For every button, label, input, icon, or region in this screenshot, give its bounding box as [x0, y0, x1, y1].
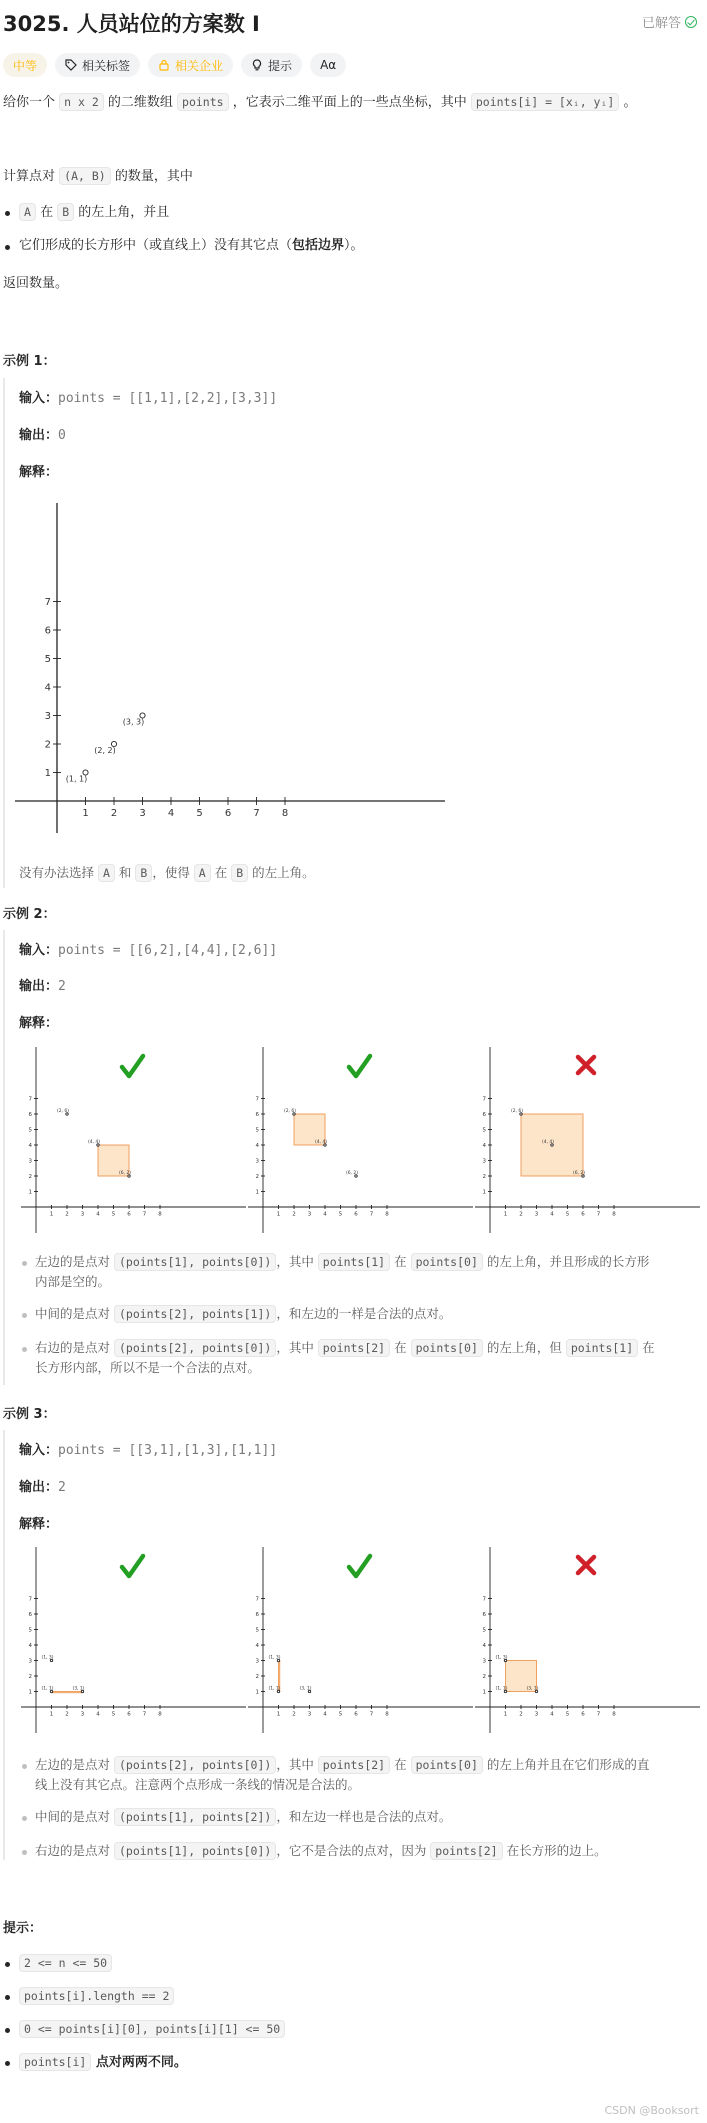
y-tick-label: 7	[28, 1096, 32, 1103]
bullet-dot	[22, 1347, 27, 1352]
solved-label: 已解答	[641, 16, 681, 31]
y-tick-label: 3	[482, 1158, 486, 1165]
point-label: (1, 1)	[65, 774, 88, 784]
point-label: (3, 1)	[299, 1686, 312, 1692]
font-size-button[interactable]: Aα	[310, 53, 346, 77]
bullet-dot	[22, 1816, 27, 1821]
example-3-chart-left	[21, 1545, 246, 1735]
x-tick-label: 6	[224, 808, 232, 819]
point-label: (4, 4)	[541, 1140, 555, 1145]
x-tick-label: 7	[369, 1211, 374, 1218]
example-2-bullet-3: 右边的是点对 (points[2], points[0]) ，其中 points[2] 在 points[0] 的左上角，但 points[1] 在 长方形内部，所以不是一个合法的点对。	[35, 1340, 655, 1375]
x-tick-label: 3	[139, 808, 146, 819]
x-tick-label: 8	[281, 808, 289, 819]
y-tick-label: 4	[482, 1142, 486, 1149]
example-2-input: 输入：points = [[6,2],[4,4],[2,6]]	[19, 943, 278, 958]
y-tick-label: 7	[482, 1096, 486, 1103]
constraint-1: 2 <= n <= 50	[19, 1953, 112, 1974]
point-label: (4, 4)	[87, 1140, 101, 1145]
example-3-bullet-3: 右边的是点对 (points[1], points[0]) ，它不是合法的点对，因为 points[2] 在长方形的边上。	[35, 1843, 607, 1858]
x-tick-label: 1	[503, 1711, 508, 1718]
x-tick-label: 4	[96, 1211, 100, 1218]
x-tick-label: 8	[612, 1211, 616, 1218]
point-label: (1, 1)	[495, 1686, 508, 1692]
example-2-chart-middle	[248, 1045, 473, 1235]
example-3-explain: 解释：	[19, 1517, 59, 1532]
point-label: (1, 1)	[268, 1686, 281, 1692]
example-1-explain: 解释：	[19, 465, 59, 480]
x-tick-label: 4	[96, 1711, 100, 1718]
y-tick-label: 2	[44, 739, 51, 751]
y-tick-label: 1	[255, 1689, 259, 1696]
y-tick-label: 6	[482, 1611, 486, 1618]
y-tick-label: 4	[255, 1142, 259, 1149]
example-2-explain: 解释：	[19, 1016, 59, 1031]
point-label: (2, 6)	[56, 1109, 70, 1114]
x-tick-label: 6	[354, 1211, 358, 1218]
bullet-dot	[22, 1764, 27, 1769]
example-3-bullet-2: 中间的是点对 (points[1], points[2]) ，和左边一样也是合法的点对。	[35, 1809, 452, 1824]
x-tick-label: 3	[80, 1211, 85, 1218]
x-tick-label: 1	[82, 808, 89, 819]
condition-2: 它们形成的长方形中（或直线上）没有其它点（包括边界）。	[19, 238, 364, 253]
y-tick-label: 6	[255, 1111, 259, 1118]
point-label: (1, 3)	[495, 1655, 508, 1661]
x-tick-label: 3	[80, 1711, 85, 1718]
point-label: (2, 6)	[283, 1109, 297, 1114]
constraint-4: points[i] 点对两两不同。	[19, 2052, 187, 2073]
point-label: (3, 3)	[122, 717, 145, 727]
x-tick-label: 5	[565, 1211, 570, 1218]
x-tick-label: 6	[354, 1711, 358, 1718]
bullet-dot	[22, 1313, 27, 1318]
y-tick-label: 7	[255, 1596, 259, 1603]
x-tick-label: 4	[550, 1711, 554, 1718]
example-2-output: 输出：2	[19, 979, 66, 994]
y-tick-label: 2	[255, 1173, 259, 1180]
check-mark-icon	[349, 1556, 370, 1576]
x-tick-label: 1	[276, 1711, 281, 1718]
y-tick-label: 6	[28, 1111, 32, 1118]
x-tick-label: 5	[565, 1711, 570, 1718]
x-tick-label: 6	[127, 1211, 131, 1218]
y-tick-label: 2	[482, 1173, 486, 1180]
pair-rectangle	[52, 1692, 83, 1693]
y-tick-label: 5	[255, 1127, 259, 1134]
y-tick-label: 5	[28, 1127, 32, 1134]
x-tick-label: 7	[142, 1211, 147, 1218]
y-tick-label: 3	[28, 1158, 32, 1165]
x-tick-label: 2	[519, 1211, 523, 1218]
y-tick-label: 2	[255, 1673, 259, 1680]
y-tick-label: 2	[482, 1673, 486, 1680]
point-label: (3, 1)	[526, 1686, 539, 1692]
y-tick-label: 3	[255, 1658, 259, 1665]
bullet-dot	[5, 1995, 10, 2000]
problem-title: 3025. 人员站位的方案数 I	[3, 12, 260, 36]
x-tick-label: 6	[127, 1711, 131, 1718]
y-tick-label: 7	[482, 1596, 486, 1603]
check-mark-icon	[349, 1056, 370, 1076]
x-tick-label: 5	[111, 1711, 116, 1718]
bullet-dot	[5, 2061, 10, 2066]
x-tick-label: 7	[596, 1211, 601, 1218]
watermark: CSDN @Booksort	[604, 2104, 699, 2117]
x-tick-label: 2	[292, 1711, 296, 1718]
x-tick-label: 2	[110, 808, 118, 819]
x-tick-label: 4	[323, 1211, 327, 1218]
example-2-bullet-2: 中间的是点对 (points[2], points[1]) ，和左边的一样是合法的点对。	[35, 1306, 452, 1321]
example-1-block	[3, 378, 5, 888]
example-3-bullet-1: 左边的是点对 (points[2], points[0]) ，其中 points[2] 在 points[0] 的左上角并且在它们形成的直 线上没有其它点。注意两个点形成一条线的情况是合法的。	[35, 1757, 650, 1792]
check-mark-icon	[122, 1056, 143, 1076]
x-tick-label: 2	[292, 1211, 296, 1218]
example-3-chart-middle	[248, 1545, 473, 1735]
tag-icon	[65, 59, 77, 71]
bullet-dot	[5, 2028, 10, 2033]
y-tick-label: 5	[44, 654, 51, 665]
y-tick-label: 6	[255, 1611, 259, 1618]
y-tick-label: 1	[482, 1689, 486, 1696]
cross-mark-icon	[578, 1557, 594, 1573]
x-tick-label: 5	[338, 1211, 343, 1218]
cross-mark-icon	[578, 1057, 594, 1073]
example-3-input: 输入：points = [[3,1],[1,3],[1,1]]	[19, 1443, 278, 1458]
y-tick-label: 2	[28, 1173, 32, 1180]
x-tick-label: 5	[196, 808, 203, 819]
x-tick-label: 7	[369, 1711, 374, 1718]
y-tick-label: 4	[482, 1642, 486, 1649]
y-tick-label: 3	[28, 1658, 32, 1665]
tag-bar	[3, 53, 346, 77]
x-tick-label: 1	[276, 1211, 281, 1218]
x-tick-label: 5	[111, 1211, 116, 1218]
point-label: (6, 2)	[572, 1171, 586, 1176]
y-tick-label: 1	[28, 1689, 32, 1696]
bullet-dot	[5, 211, 10, 216]
example-2-chart-right	[475, 1045, 700, 1235]
return-paragraph: 返回数量。	[3, 276, 69, 291]
y-tick-label: 4	[255, 1642, 259, 1649]
y-tick-label: 6	[44, 625, 51, 637]
x-tick-label: 3	[307, 1211, 312, 1218]
y-tick-label: 5	[482, 1627, 486, 1634]
x-tick-label: 7	[142, 1711, 147, 1718]
y-tick-label: 5	[28, 1627, 32, 1634]
x-tick-label: 7	[253, 808, 260, 819]
y-tick-label: 6	[482, 1111, 486, 1118]
related-companies-button[interactable]: 相关企业	[148, 53, 233, 77]
x-tick-label: 8	[385, 1211, 389, 1218]
x-tick-label: 6	[581, 1711, 585, 1718]
y-tick-label: 1	[482, 1189, 486, 1196]
y-tick-label: 7	[44, 597, 51, 608]
x-tick-label: 4	[323, 1711, 327, 1718]
point-label: (2, 2)	[94, 746, 116, 755]
lock-icon	[158, 59, 170, 71]
point-label: (6, 2)	[118, 1171, 132, 1176]
example-1-chart	[15, 493, 445, 848]
bullet-dot	[5, 1962, 10, 1967]
x-tick-label: 4	[167, 808, 175, 819]
y-tick-label: 6	[28, 1611, 32, 1618]
point-label: (1, 1)	[41, 1686, 54, 1692]
x-tick-label: 8	[158, 1711, 162, 1718]
example-3-chart-right	[475, 1545, 700, 1735]
example-3-output: 输出：2	[19, 1480, 66, 1495]
point-label: (4, 4)	[314, 1140, 328, 1145]
x-tick-label: 3	[534, 1211, 539, 1218]
check-mark-icon	[122, 1556, 143, 1576]
example-2-bullet-1: 左边的是点对 (points[1], points[0]) ，其中 points[1] 在 points[0] 的左上角，并且形成的长方形 内部是空的。	[35, 1254, 650, 1289]
x-tick-label: 3	[534, 1711, 539, 1718]
solved-status	[642, 12, 697, 31]
example-2-block	[3, 930, 5, 1385]
hints-heading: 提示：	[3, 1921, 43, 1936]
y-tick-label: 4	[28, 1142, 32, 1149]
x-tick-label: 3	[307, 1711, 312, 1718]
difficulty-badge: 中等	[3, 53, 47, 77]
y-tick-label: 5	[482, 1127, 486, 1134]
intro-paragraph: 给你一个 n x 2 的二维数组 points ，它表示二维平面上的一些点坐标，其中 points[i] = [xᵢ, yᵢ] 。	[3, 95, 637, 110]
y-tick-label: 3	[482, 1658, 486, 1665]
related-tags-button[interactable]: 相关标签	[55, 53, 140, 77]
y-tick-label: 4	[44, 682, 51, 694]
bullet-dot	[5, 245, 10, 250]
example-1-output: 输出：0	[19, 428, 66, 443]
x-tick-label: 6	[581, 1211, 585, 1218]
x-tick-label: 2	[65, 1711, 69, 1718]
lightbulb-icon	[251, 59, 263, 71]
y-tick-label: 1	[255, 1189, 259, 1196]
point-label: (1, 3)	[41, 1655, 54, 1661]
point-label: (1, 3)	[268, 1655, 281, 1661]
check-circle-icon	[685, 16, 697, 28]
example-2-heading: 示例 2：	[3, 907, 56, 922]
bullet-dot	[22, 1850, 27, 1855]
y-tick-label: 3	[44, 711, 51, 722]
example-1-heading: 示例 1：	[3, 354, 56, 369]
x-tick-label: 2	[65, 1211, 69, 1218]
x-tick-label: 1	[49, 1211, 54, 1218]
bullet-dot	[22, 1261, 27, 1266]
y-tick-label: 2	[28, 1673, 32, 1680]
y-tick-label: 5	[255, 1627, 259, 1634]
hint-button[interactable]: 提示	[241, 53, 302, 77]
constraint-3: 0 <= points[i][0], points[i][1] <= 50	[19, 2019, 285, 2040]
y-tick-label: 1	[44, 768, 51, 779]
example-1-input: 输入：points = [[1,1],[2,2],[3,3]]	[19, 391, 278, 406]
y-tick-label: 7	[28, 1596, 32, 1603]
x-tick-label: 8	[158, 1211, 162, 1218]
example-1-note: 没有办法选择 A 和 B ，使得 A 在 B 的左上角。	[19, 865, 315, 880]
y-tick-label: 3	[255, 1158, 259, 1165]
x-tick-label: 7	[596, 1711, 601, 1718]
x-tick-label: 1	[49, 1711, 54, 1718]
y-tick-label: 4	[28, 1642, 32, 1649]
point-label: (2, 6)	[510, 1109, 524, 1114]
example-2-chart-left	[21, 1045, 246, 1235]
count-paragraph: 计算点对 (A, B) 的数量，其中	[3, 169, 193, 184]
point-label: (6, 2)	[345, 1171, 359, 1176]
x-tick-label: 8	[612, 1711, 616, 1718]
x-tick-label: 4	[550, 1211, 554, 1218]
point-label: (3, 1)	[72, 1686, 85, 1692]
x-tick-label: 8	[385, 1711, 389, 1718]
x-tick-label: 2	[519, 1711, 523, 1718]
example-3-heading: 示例 3：	[3, 1407, 56, 1422]
example-3-block	[3, 1430, 5, 1860]
condition-1: A 在 B 的左上角，并且	[19, 202, 169, 223]
y-tick-label: 1	[28, 1189, 32, 1196]
constraint-2: points[i].length == 2	[19, 1986, 174, 2007]
x-tick-label: 5	[338, 1711, 343, 1718]
y-tick-label: 7	[255, 1096, 259, 1103]
x-tick-label: 1	[503, 1211, 508, 1218]
